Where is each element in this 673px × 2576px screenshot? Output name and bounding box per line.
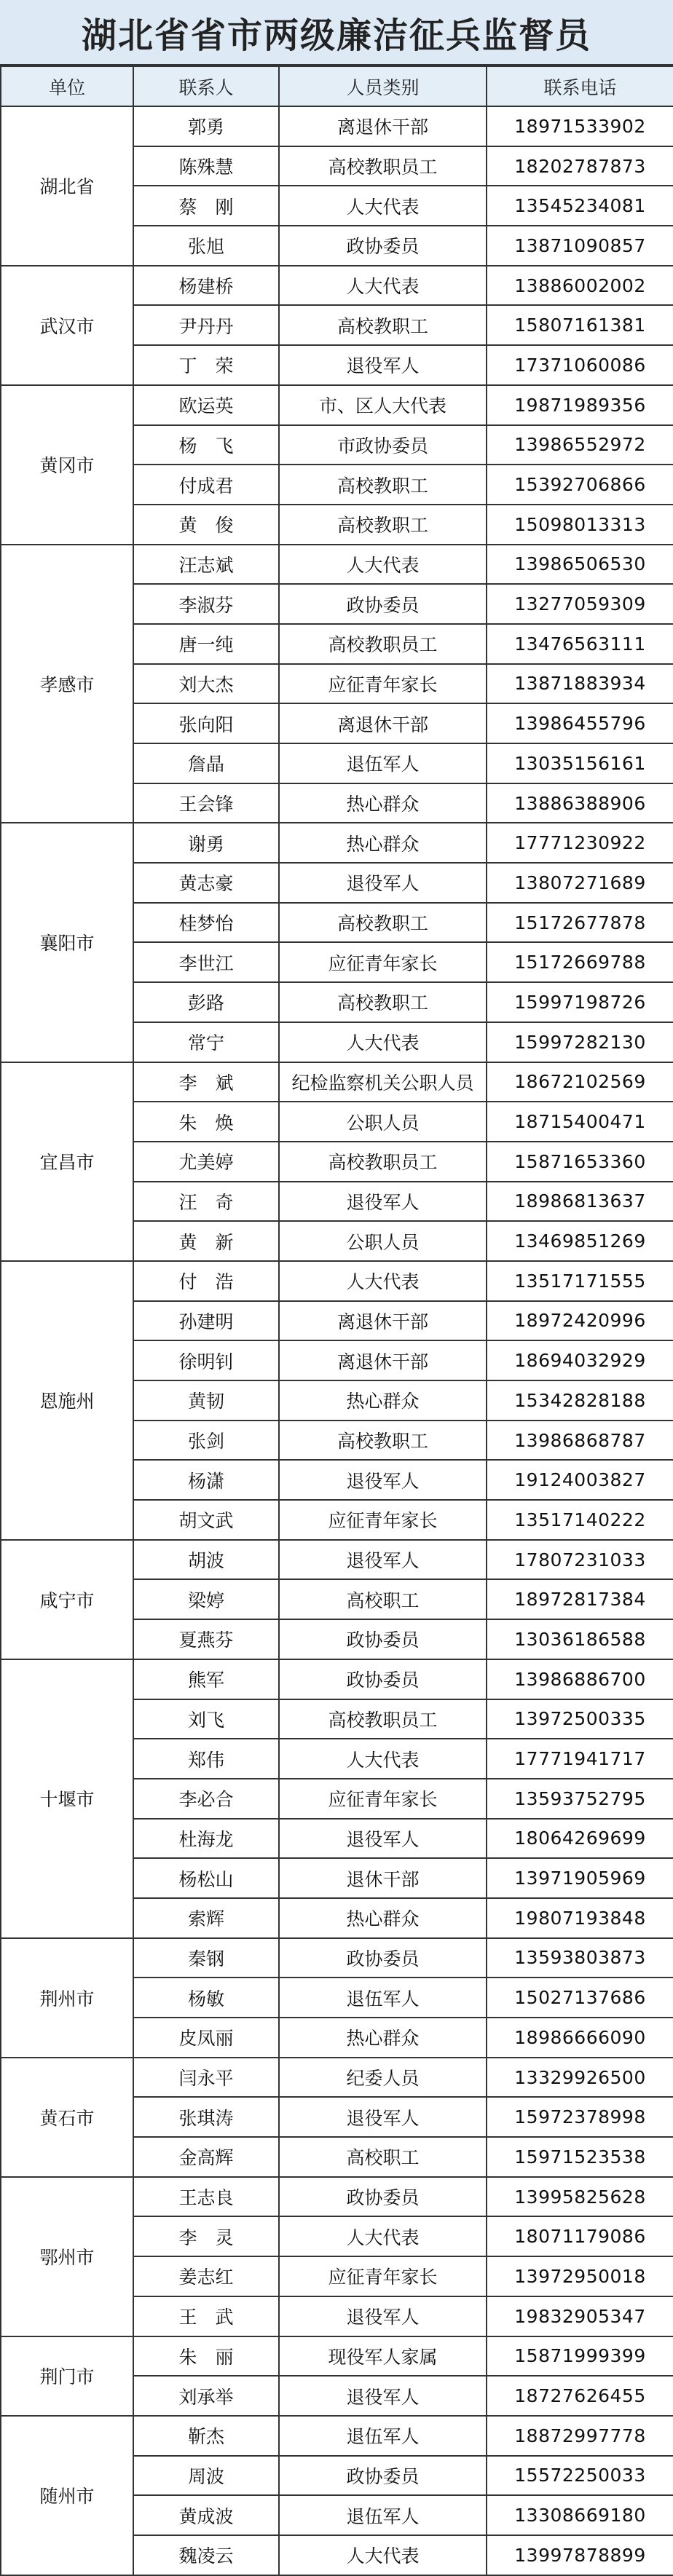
- phone-cell: 13886002002: [487, 266, 673, 306]
- category-cell: 高校教职员工: [279, 146, 487, 186]
- phone-cell: 18202787873: [487, 146, 673, 186]
- table-row: [1, 2336, 673, 2377]
- category-cell: 退役军人: [279, 2097, 487, 2137]
- contact-name-cell: 李世江: [133, 942, 279, 982]
- category-cell: 高校教职工: [279, 305, 487, 345]
- phone-cell: 13277059309: [487, 584, 673, 624]
- phone-cell: 13986552972: [487, 425, 673, 465]
- contact-name-cell: 刘大杰: [133, 664, 279, 704]
- contact-name-cell: 付 浩: [133, 1261, 279, 1301]
- category-cell: 高校教职工: [279, 982, 487, 1022]
- phone-cell: 19124003827: [487, 1460, 673, 1500]
- unit-cell: 恩施州: [1, 1261, 133, 1540]
- category-cell: 政协委员: [279, 2177, 487, 2217]
- category-cell: 热心群众: [279, 823, 487, 863]
- contact-name-cell: 徐明钊: [133, 1340, 279, 1380]
- category-cell: 高校教职工: [279, 465, 487, 505]
- category-cell: 应征青年家长: [279, 2256, 487, 2296]
- contact-name-cell: 杜海龙: [133, 1819, 279, 1859]
- contact-name-cell: 李 斌: [133, 1062, 279, 1102]
- contact-name-cell: 丁 荣: [133, 345, 279, 385]
- contact-name-cell: 梁婷: [133, 1579, 279, 1619]
- phone-cell: 15392706866: [487, 465, 673, 505]
- contact-name-cell: 彭路: [133, 982, 279, 1022]
- contact-name-cell: 李淑芬: [133, 584, 279, 624]
- category-cell: 退役军人: [279, 1460, 487, 1500]
- phone-cell: 19832905347: [487, 2296, 673, 2336]
- phone-cell: 13986455796: [487, 703, 673, 743]
- contact-name-cell: 黄韧: [133, 1380, 279, 1421]
- category-cell: 热心群众: [279, 2018, 487, 2058]
- contact-name-cell: 黄成波: [133, 2495, 279, 2535]
- phone-cell: 13807271689: [487, 863, 673, 903]
- supervisor-table: [0, 66, 673, 2576]
- table-row: [1, 545, 673, 585]
- phone-cell: 18872997778: [487, 2416, 673, 2456]
- phone-cell: 13871883934: [487, 664, 673, 704]
- table-row: [1, 1659, 673, 1699]
- category-cell: 人大代表: [279, 186, 487, 226]
- phone-cell: 18727626455: [487, 2376, 673, 2416]
- category-cell: 退役军人: [279, 1182, 487, 1222]
- category-cell: 纪委人员: [279, 2058, 487, 2098]
- contact-name-cell: 杨敏: [133, 1978, 279, 2018]
- table-row: [1, 1062, 673, 1102]
- contact-name-cell: 皮凤丽: [133, 2018, 279, 2058]
- category-cell: 离退休干部: [279, 703, 487, 743]
- contact-name-cell: 黄 新: [133, 1221, 279, 1261]
- contact-name-cell: 朱 焕: [133, 1102, 279, 1142]
- contact-name-cell: 尤美婷: [133, 1142, 279, 1182]
- category-cell: 高校教职员工: [279, 624, 487, 664]
- contact-name-cell: 李必合: [133, 1779, 279, 1819]
- category-cell: 退役军人: [279, 863, 487, 903]
- category-cell: 人大代表: [279, 545, 487, 585]
- category-cell: 应征青年家长: [279, 1779, 487, 1819]
- category-cell: 人大代表: [279, 1739, 487, 1779]
- contact-name-cell: 杨 飞: [133, 425, 279, 465]
- contact-name-cell: 刘飞: [133, 1699, 279, 1739]
- category-cell: 高校教职员工: [279, 1142, 487, 1182]
- phone-cell: 13329926500: [487, 2058, 673, 2098]
- phone-cell: 15972378998: [487, 2097, 673, 2137]
- phone-cell: 13036186588: [487, 1619, 673, 1659]
- phone-cell: 15807161381: [487, 305, 673, 345]
- phone-cell: 15871653360: [487, 1142, 673, 1182]
- category-cell: 政协委员: [279, 2456, 487, 2496]
- category-cell: 热心群众: [279, 1380, 487, 1421]
- category-cell: 高校教职工: [279, 1421, 487, 1461]
- header-row: [1, 66, 673, 106]
- table-row: [1, 266, 673, 306]
- phone-cell: 18971533902: [487, 106, 673, 146]
- phone-cell: 13986886700: [487, 1659, 673, 1699]
- phone-cell: 13517140222: [487, 1500, 673, 1540]
- phone-cell: 19807193848: [487, 1898, 673, 1938]
- contact-name-cell: 黄志豪: [133, 863, 279, 903]
- phone-cell: 18972420996: [487, 1301, 673, 1341]
- contact-name-cell: 金高辉: [133, 2137, 279, 2177]
- contact-name-cell: 闫永平: [133, 2058, 279, 2098]
- category-cell: 热心群众: [279, 783, 487, 823]
- contact-name-cell: 朱 丽: [133, 2336, 279, 2377]
- phone-cell: 15098013313: [487, 505, 673, 545]
- category-cell: 人大代表: [279, 1261, 487, 1301]
- phone-cell: 13997878899: [487, 2535, 673, 2575]
- category-cell: 退伍军人: [279, 1978, 487, 2018]
- contact-name-cell: 郑伟: [133, 1739, 279, 1779]
- category-cell: 市、区人大代表: [279, 385, 487, 425]
- phone-cell: 13995825628: [487, 2177, 673, 2217]
- unit-cell: 襄阳市: [1, 823, 133, 1062]
- contact-name-cell: 张琪涛: [133, 2097, 279, 2137]
- category-cell: 高校教职工: [279, 505, 487, 545]
- contact-name-cell: 蔡 刚: [133, 186, 279, 226]
- phone-cell: 19871989356: [487, 385, 673, 425]
- table-row: [1, 1261, 673, 1301]
- table-row: [1, 385, 673, 425]
- header-contact: 联系人: [133, 66, 279, 106]
- phone-cell: 13517171555: [487, 1261, 673, 1301]
- phone-cell: 17771230922: [487, 823, 673, 863]
- page-title: 湖北省省市两级廉洁征兵监督员: [0, 0, 673, 66]
- category-cell: 离退休干部: [279, 1301, 487, 1341]
- category-cell: 公职人员: [279, 1102, 487, 1142]
- category-cell: 离退休干部: [279, 106, 487, 146]
- phone-cell: 13971905969: [487, 1858, 673, 1898]
- contact-name-cell: 熊军: [133, 1659, 279, 1699]
- table-row: [1, 1540, 673, 1580]
- table-row: [1, 1938, 673, 1978]
- phone-cell: 17771941717: [487, 1739, 673, 1779]
- contact-name-cell: 王会锋: [133, 783, 279, 823]
- table-row: [1, 823, 673, 863]
- category-cell: 政协委员: [279, 1659, 487, 1699]
- phone-cell: 18071179086: [487, 2216, 673, 2256]
- category-cell: 高校教职员工: [279, 1699, 487, 1739]
- contact-name-cell: 李 灵: [133, 2216, 279, 2256]
- contact-name-cell: 刘承举: [133, 2376, 279, 2416]
- header-phone: 联系电话: [487, 66, 673, 106]
- contact-name-cell: 常宁: [133, 1022, 279, 1062]
- phone-cell: 13469851269: [487, 1221, 673, 1261]
- category-cell: 政协委员: [279, 1938, 487, 1978]
- unit-cell: 武汉市: [1, 266, 133, 385]
- contact-name-cell: 汪志斌: [133, 545, 279, 585]
- table-row: [1, 2416, 673, 2456]
- category-cell: 纪检监察机关公职人员: [279, 1062, 487, 1102]
- category-cell: 应征青年家长: [279, 1500, 487, 1540]
- contact-name-cell: 王 武: [133, 2296, 279, 2336]
- category-cell: 人大代表: [279, 266, 487, 306]
- contact-name-cell: 张向阳: [133, 703, 279, 743]
- category-cell: 政协委员: [279, 1619, 487, 1659]
- table-body: [1, 106, 673, 2575]
- contact-name-cell: 周波: [133, 2456, 279, 2496]
- phone-cell: 13972500335: [487, 1699, 673, 1739]
- phone-cell: 17807231033: [487, 1540, 673, 1580]
- phone-cell: 18986666090: [487, 2018, 673, 2058]
- phone-cell: 18672102569: [487, 1062, 673, 1102]
- category-cell: 离退休干部: [279, 1340, 487, 1380]
- phone-cell: 13035156161: [487, 743, 673, 783]
- contact-name-cell: 索辉: [133, 1898, 279, 1938]
- category-cell: 政协委员: [279, 226, 487, 266]
- contact-name-cell: 唐一纯: [133, 624, 279, 664]
- contact-name-cell: 郭勇: [133, 106, 279, 146]
- phone-cell: 13593752795: [487, 1779, 673, 1819]
- phone-cell: 13308669180: [487, 2495, 673, 2535]
- phone-cell: 18715400471: [487, 1102, 673, 1142]
- category-cell: 退休干部: [279, 1858, 487, 1898]
- unit-cell: 黄冈市: [1, 385, 133, 545]
- phone-cell: 17371060086: [487, 345, 673, 385]
- contact-name-cell: 付成君: [133, 465, 279, 505]
- phone-cell: 18694032929: [487, 1340, 673, 1380]
- phone-cell: 18986813637: [487, 1182, 673, 1222]
- category-cell: 退役军人: [279, 1819, 487, 1859]
- contact-name-cell: 陈殊慧: [133, 146, 279, 186]
- contact-name-cell: 王志良: [133, 2177, 279, 2217]
- table-row: [1, 106, 673, 146]
- contact-name-cell: 桂梦怡: [133, 903, 279, 943]
- unit-cell: 十堰市: [1, 1659, 133, 1938]
- table-row: [1, 2058, 673, 2098]
- category-cell: 退役军人: [279, 1540, 487, 1580]
- category-cell: 人大代表: [279, 2216, 487, 2256]
- category-cell: 人大代表: [279, 2535, 487, 2575]
- phone-cell: 15172677878: [487, 903, 673, 943]
- contact-name-cell: 胡文武: [133, 1500, 279, 1540]
- contact-name-cell: 尹丹丹: [133, 305, 279, 345]
- category-cell: 现役军人家属: [279, 2336, 487, 2377]
- unit-cell: 随州市: [1, 2416, 133, 2575]
- contact-name-cell: 姜志红: [133, 2256, 279, 2296]
- phone-cell: 13593803873: [487, 1938, 673, 1978]
- contact-name-cell: 张剑: [133, 1421, 279, 1461]
- contact-name-cell: 张旭: [133, 226, 279, 266]
- contact-name-cell: 魏凌云: [133, 2535, 279, 2575]
- header-unit: 单位: [1, 66, 133, 106]
- unit-cell: 湖北省: [1, 106, 133, 266]
- unit-cell: 咸宁市: [1, 1540, 133, 1659]
- category-cell: 应征青年家长: [279, 664, 487, 704]
- phone-cell: 15997198726: [487, 982, 673, 1022]
- category-cell: 退伍军人: [279, 743, 487, 783]
- header-category: 人员类别: [279, 66, 487, 106]
- unit-cell: 宜昌市: [1, 1062, 133, 1261]
- phone-cell: 15572250033: [487, 2456, 673, 2496]
- unit-cell: 黄石市: [1, 2058, 133, 2177]
- phone-cell: 13545234081: [487, 186, 673, 226]
- category-cell: 高校职工: [279, 1579, 487, 1619]
- category-cell: 退伍军人: [279, 2416, 487, 2456]
- category-cell: 公职人员: [279, 1221, 487, 1261]
- contact-name-cell: 欧运英: [133, 385, 279, 425]
- contact-name-cell: 黄 俊: [133, 505, 279, 545]
- category-cell: 政协委员: [279, 584, 487, 624]
- phone-cell: 13986868787: [487, 1421, 673, 1461]
- category-cell: 退伍军人: [279, 2495, 487, 2535]
- category-cell: 退役军人: [279, 345, 487, 385]
- unit-cell: 荆门市: [1, 2336, 133, 2416]
- contact-name-cell: 汪 奇: [133, 1182, 279, 1222]
- phone-cell: 15342828188: [487, 1380, 673, 1421]
- phone-cell: 13871090857: [487, 226, 673, 266]
- contact-name-cell: 孙建明: [133, 1301, 279, 1341]
- phone-cell: 13476563111: [487, 624, 673, 664]
- category-cell: 应征青年家长: [279, 942, 487, 982]
- phone-cell: 15027137686: [487, 1978, 673, 2018]
- category-cell: 退役军人: [279, 2296, 487, 2336]
- contact-name-cell: 夏燕芬: [133, 1619, 279, 1659]
- phone-cell: 13886388906: [487, 783, 673, 823]
- phone-cell: 15997282130: [487, 1022, 673, 1062]
- category-cell: 高校教职工: [279, 903, 487, 943]
- unit-cell: 鄂州市: [1, 2177, 133, 2336]
- contact-name-cell: 詹晶: [133, 743, 279, 783]
- unit-cell: 孝感市: [1, 545, 133, 823]
- phone-cell: 15172669788: [487, 942, 673, 982]
- contact-name-cell: 杨松山: [133, 1858, 279, 1898]
- phone-cell: 18972817384: [487, 1579, 673, 1619]
- phone-cell: 15871999399: [487, 2336, 673, 2377]
- phone-cell: 13972950018: [487, 2256, 673, 2296]
- category-cell: 高校职工: [279, 2137, 487, 2177]
- phone-cell: 13986506530: [487, 545, 673, 585]
- contact-name-cell: 谢勇: [133, 823, 279, 863]
- phone-cell: 15971523538: [487, 2137, 673, 2177]
- contact-name-cell: 杨建桥: [133, 266, 279, 306]
- category-cell: 市政协委员: [279, 425, 487, 465]
- category-cell: 退役军人: [279, 2376, 487, 2416]
- category-cell: 热心群众: [279, 1898, 487, 1938]
- contact-name-cell: 靳杰: [133, 2416, 279, 2456]
- category-cell: 人大代表: [279, 1022, 487, 1062]
- contact-name-cell: 秦钢: [133, 1938, 279, 1978]
- contact-name-cell: 胡波: [133, 1540, 279, 1580]
- contact-name-cell: 杨潇: [133, 1460, 279, 1500]
- phone-cell: 18064269699: [487, 1819, 673, 1859]
- unit-cell: 荆州市: [1, 1938, 133, 2058]
- table-row: [1, 2177, 673, 2217]
